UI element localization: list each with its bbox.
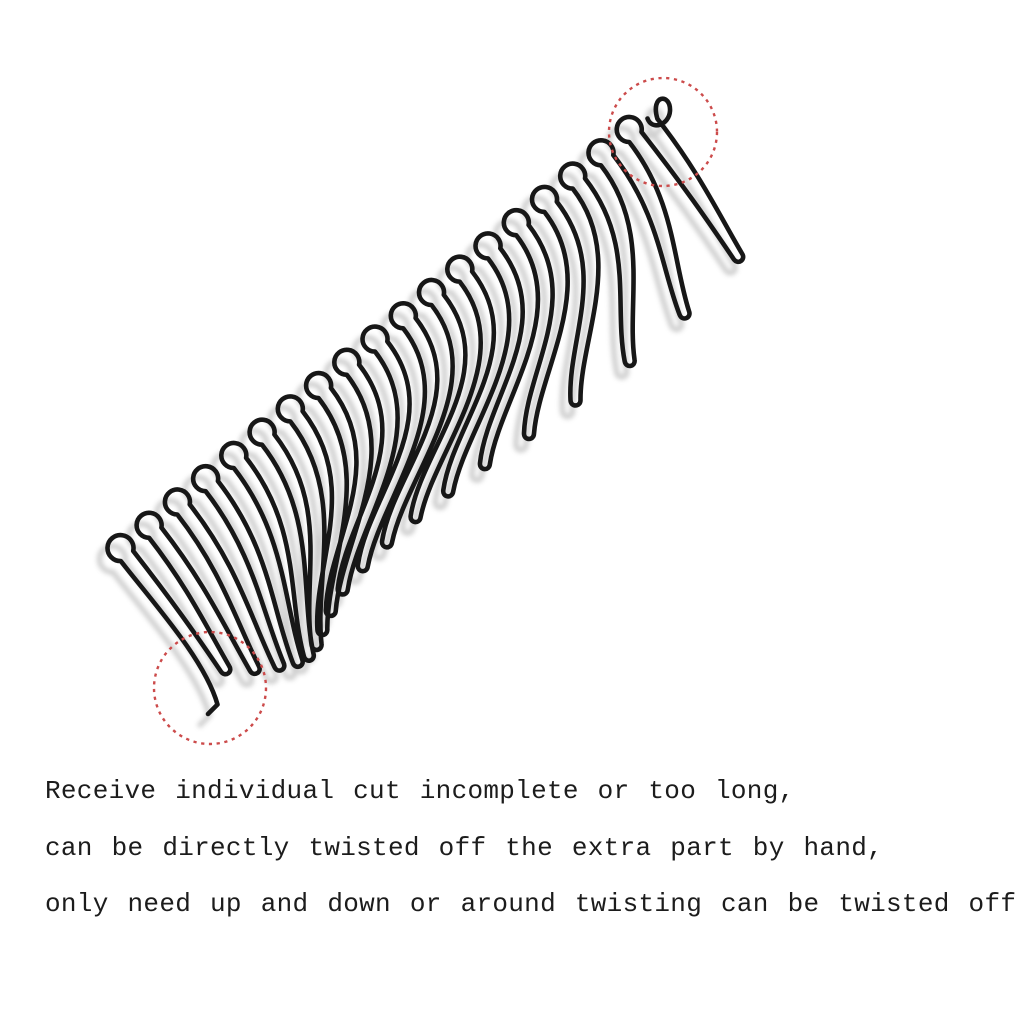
caption-line: can be directly twisted off the extra part by hand,: [45, 832, 884, 863]
caption-block: [45, 763, 1017, 933]
highlight-circle-hook-end: [609, 78, 717, 186]
comb-wire: [108, 99, 744, 714]
caption-line: only need up and down or around twisting can be twisted off: [45, 889, 1017, 919]
caption-line: Receive individual cut incomplete or too long,: [45, 776, 795, 806]
